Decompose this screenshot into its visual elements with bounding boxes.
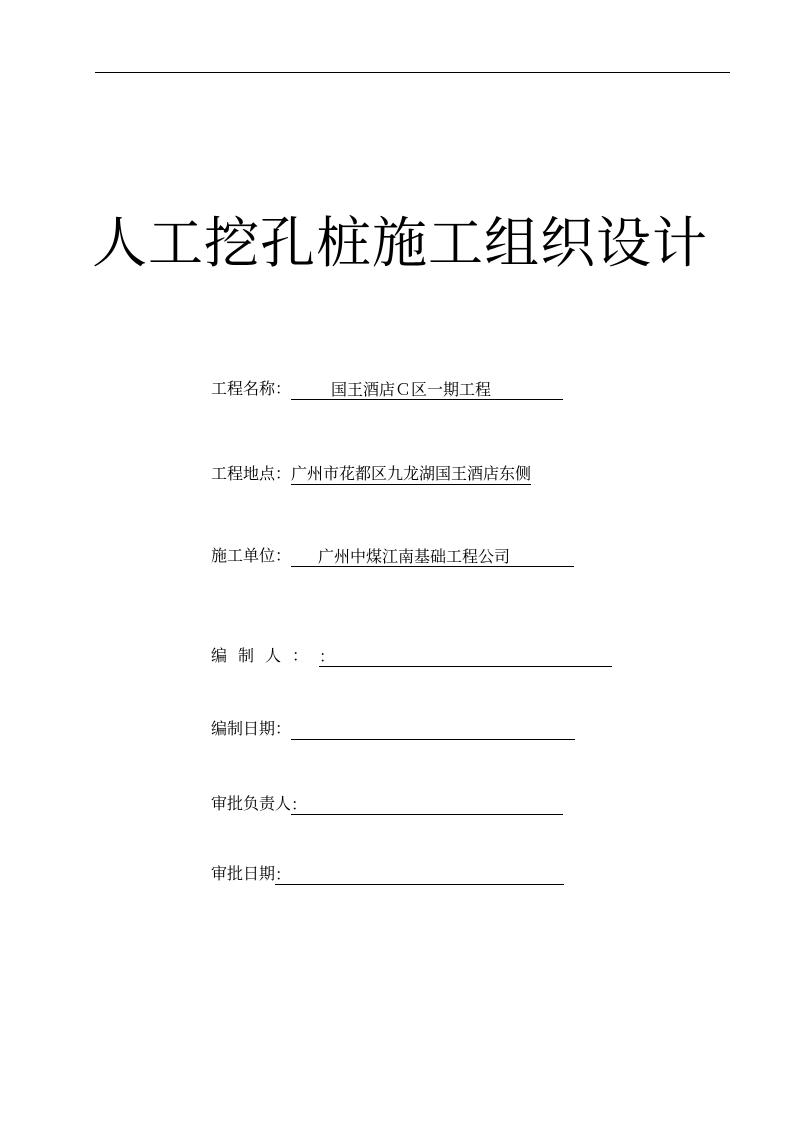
construction-unit-field [211, 545, 574, 569]
approval-date-field [211, 863, 564, 887]
approver-value: ： [291, 795, 563, 815]
compile-date-label: 编制日期： [211, 719, 292, 738]
header-rule [95, 72, 730, 73]
approval-date-label: 审批日期 [211, 864, 276, 883]
compiler-field [211, 645, 612, 669]
compile-date-field [211, 718, 575, 742]
construction-unit-label: 施工单位： [211, 546, 292, 565]
approver-label: 审批负责人 [211, 794, 292, 813]
project-name-label: 工程名称： [211, 379, 292, 398]
project-name-field [211, 378, 563, 402]
project-location-value: 广州市花都区九龙湖国王酒店东侧 [291, 464, 532, 483]
approval-date-value: ： [275, 865, 564, 885]
approver-field [211, 793, 563, 817]
document-title: 人工挖孔桩施工组织设计 [91, 211, 708, 275]
project-name-value: 国王酒店Ｃ区一期工程 [291, 380, 563, 400]
construction-unit-value: 广州中煤江南基础工程公司 [291, 547, 574, 567]
compiler-value: ： [319, 647, 612, 667]
project-location-field [211, 463, 531, 487]
compile-date-value [291, 720, 575, 740]
compiler-label: 编制人： [211, 646, 320, 665]
project-location-label: 工程地点： [211, 464, 292, 483]
